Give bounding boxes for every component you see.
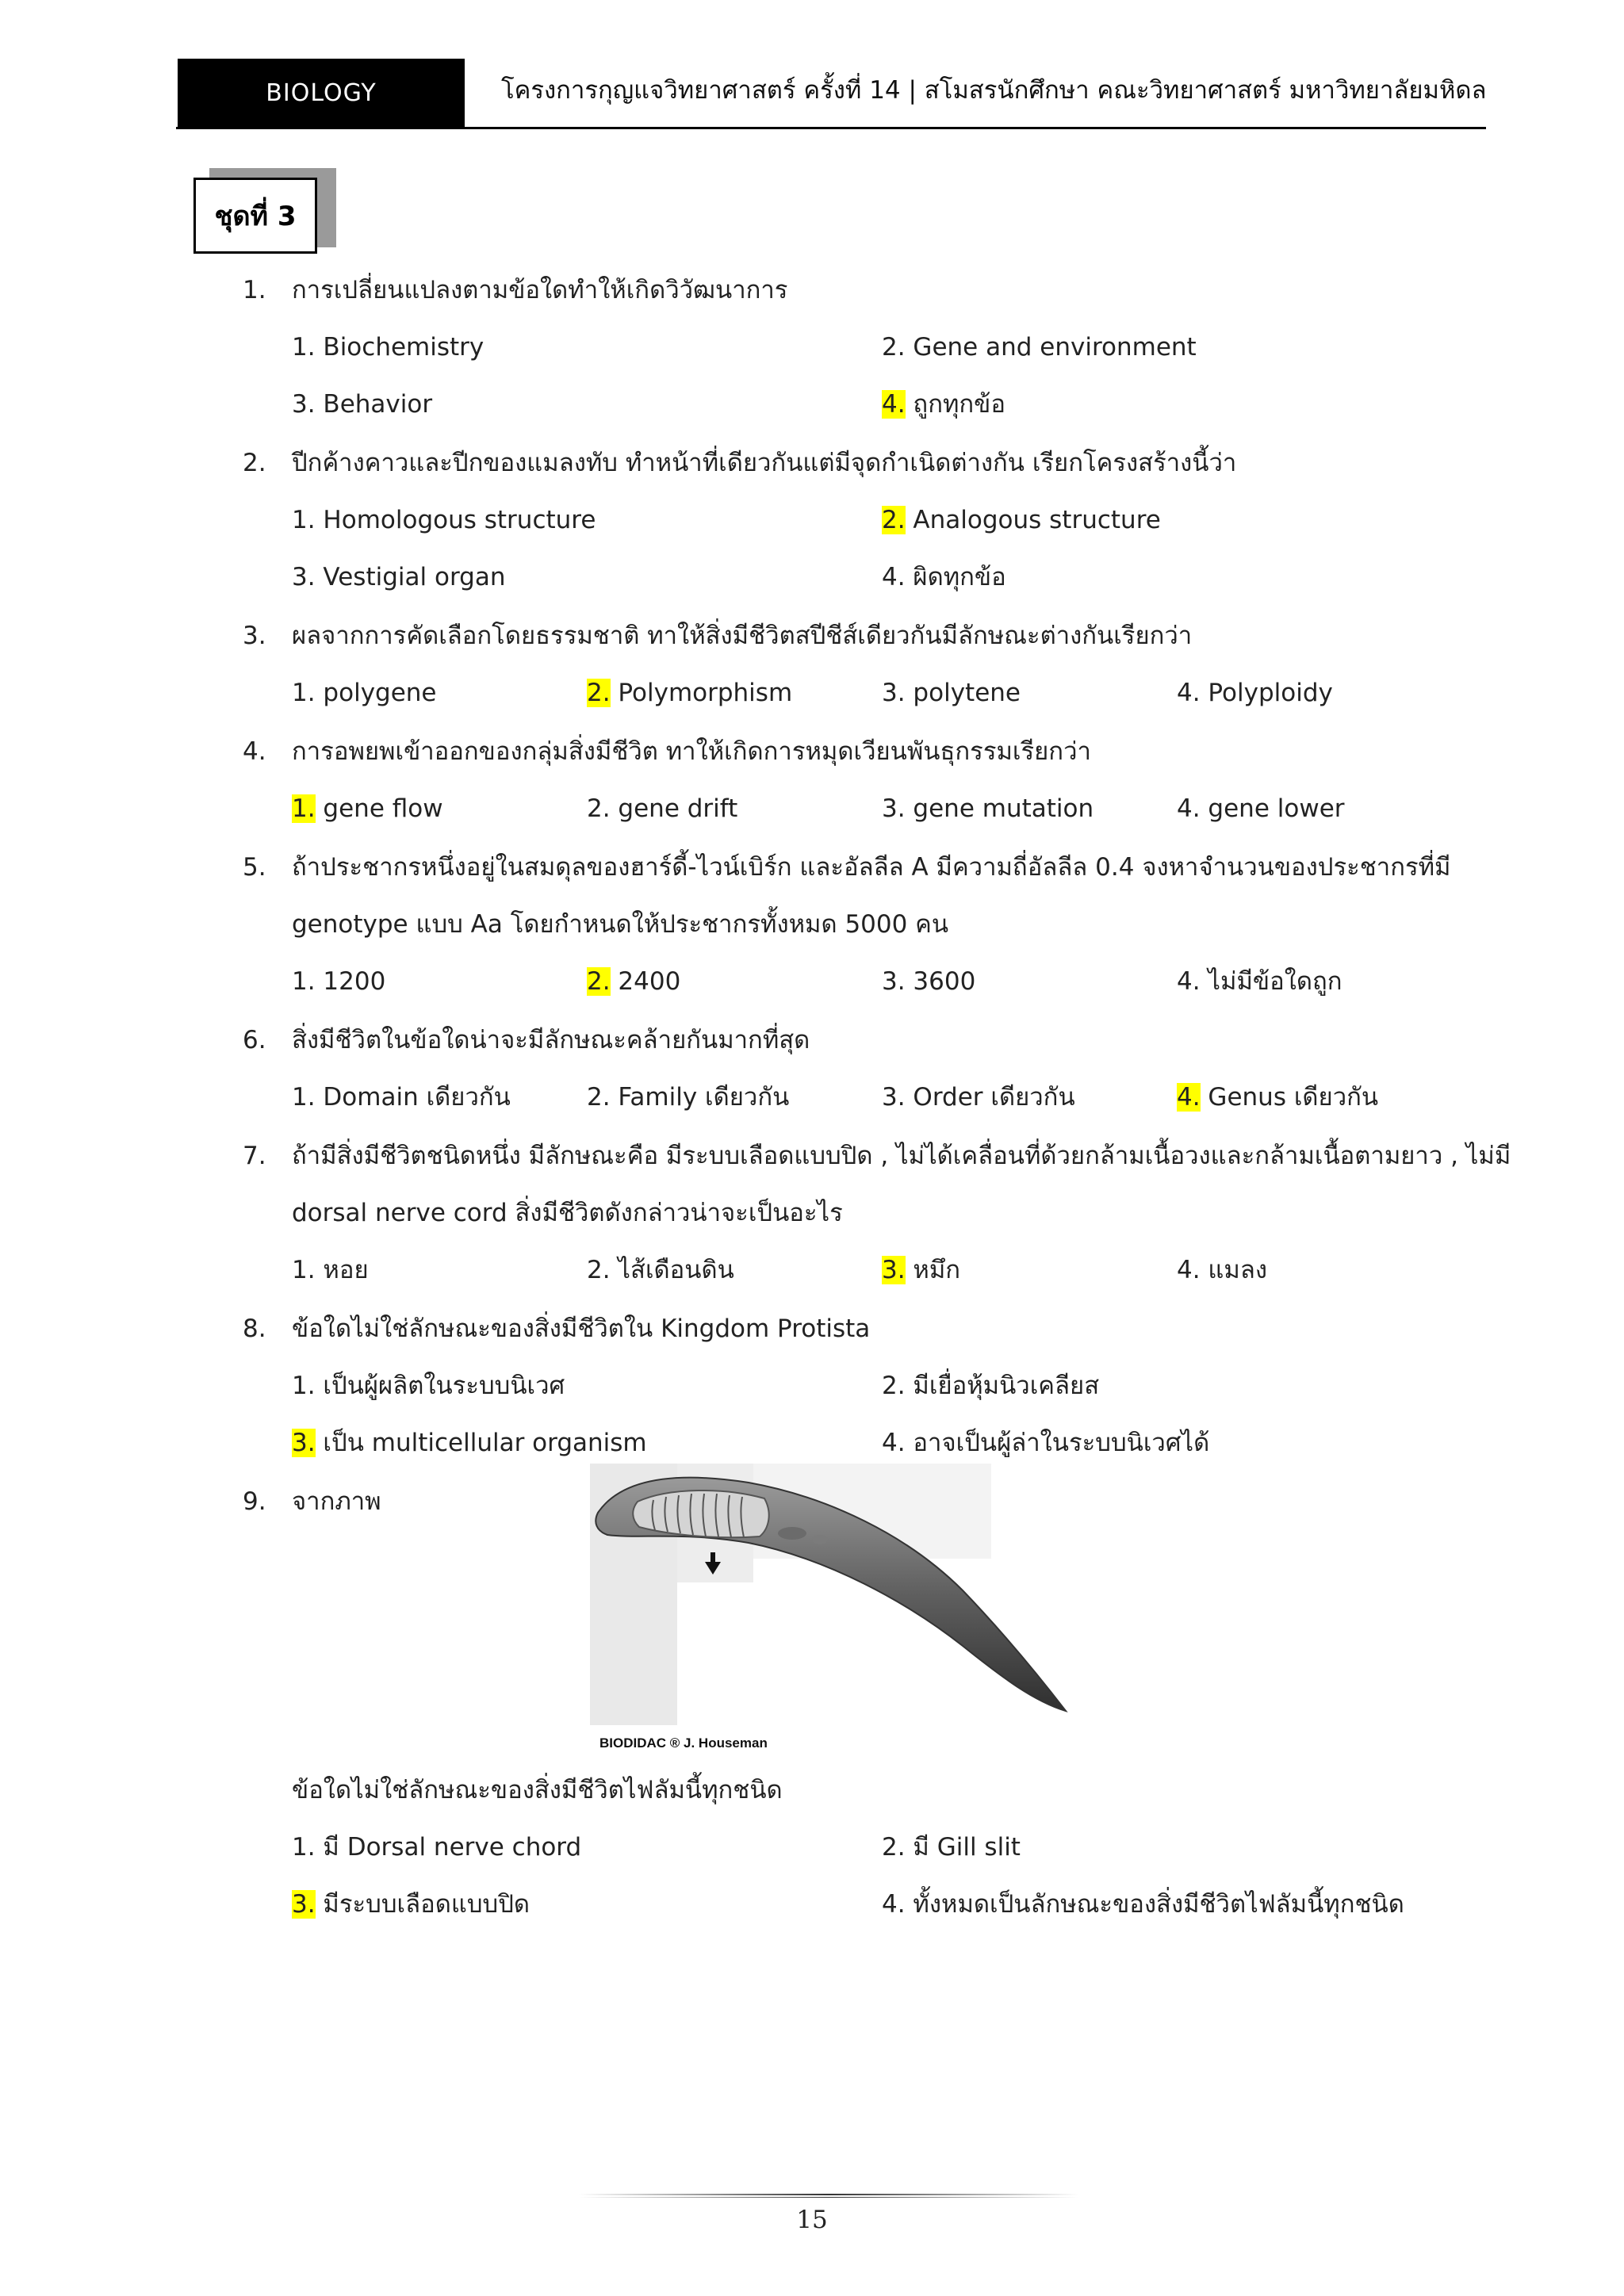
q8-option-4: 4. อาจเป็นผู้ล่าในระบบนิเวศได้ — [882, 1429, 1210, 1457]
question-2-number: 2. — [243, 449, 266, 477]
q1-option-2: 2. Gene and environment — [882, 333, 1197, 362]
q4-option-2: 2. gene drift — [587, 794, 738, 823]
q5-option-4: 4. ไม่มีข้อใดถูก — [1177, 967, 1342, 996]
q5-option-2: 2. 2400 — [587, 967, 681, 996]
set-title: ชุดที่ 3 — [193, 178, 317, 254]
q5-option-3: 3. 3600 — [882, 967, 976, 996]
answer-highlight: 2. — [587, 967, 611, 996]
question-5-number: 5. — [243, 853, 266, 882]
q2-option-3: 3. Vestigial organ — [292, 563, 506, 591]
page-number: 15 — [796, 2206, 828, 2234]
q1-option-4: 4. ถูกทุกข้อ — [882, 390, 1005, 419]
header-organization: โครงการกุญแจวิทยาศาสตร์ ครั้งที่ 14 | สโมสรนักศึกษา คณะวิทยาศาสตร์ มหาวิทยาลัยมหิดล — [501, 76, 1487, 105]
q9-option-4: 4. ทั้งหมดเป็นลักษณะของสิ่งมีชีวิตไฟลัมนี้ทุกชนิด — [882, 1890, 1404, 1919]
q4-option-3: 3. gene mutation — [882, 794, 1094, 823]
q9-option-3: 3. มีระบบเลือดแบบปิด — [292, 1890, 530, 1919]
q3-option-3: 3. polytene — [882, 679, 1021, 707]
question-4-text: การอพยพเข้าออกของกลุ่มสิ่งมีชีวิต ทาให้เกิดการหมุดเวียนพันธุกรรมเรียกว่า — [292, 737, 1091, 766]
q9-option-1: 1. มี Dorsal nerve chord — [292, 1833, 582, 1862]
subject-tab — [178, 59, 465, 127]
question-4-number: 4. — [243, 737, 266, 766]
q7-option-3: 3. หมึก — [882, 1256, 961, 1284]
q3-option-4: 4. Polyploidy — [1177, 679, 1333, 707]
q6-option-2: 2. Family เดียวกัน — [587, 1083, 790, 1112]
q8-option-1: 1. เป็นผู้ผลิตในระบบนิเวศ — [292, 1372, 565, 1400]
answer-highlight: 3. — [292, 1890, 316, 1919]
answer-highlight: 2. — [882, 506, 906, 534]
q2-option-2: 2. Analogous structure — [882, 506, 1161, 534]
header-divider — [176, 127, 1486, 129]
question-1-text: การเปลี่ยนแปลงตามข้อใดทำให้เกิดวิวัฒนาการ — [292, 276, 788, 304]
q2-option-4: 4. ผิดทุกข้อ — [882, 563, 1006, 591]
answer-highlight: 4. — [882, 390, 906, 419]
answer-highlight: 4. — [1177, 1083, 1201, 1112]
q4-option-4: 4. gene lower — [1177, 794, 1345, 823]
q9-option-2: 2. มี Gill slit — [882, 1833, 1021, 1862]
footer-divider — [579, 2193, 1078, 2199]
question-5-text-line2: genotype แบบ Aa โดยกำหนดให้ประชากรทั้งหมด 5000 คน — [292, 910, 949, 939]
q1-option-1: 1. Biochemistry — [292, 333, 485, 362]
q5-option-1: 1. 1200 — [292, 967, 386, 996]
q6-option-1: 1. Domain เดียวกัน — [292, 1083, 511, 1112]
question-7-number: 7. — [243, 1142, 266, 1170]
answer-highlight: 1. — [292, 794, 316, 823]
question-8-number: 8. — [243, 1314, 266, 1343]
question-6-number: 6. — [243, 1026, 266, 1054]
question-7-text: ถ้ามีสิ่งมีชีวิตชนิดหนึ่ง มีลักษณะคือ มีระบบเลือดแบบปิด , ไม่ได้เคลื่อนที่ด้วยกล้ามเนื้อวงและกล้ามเนื้อตามยาว , ไม่มี — [292, 1142, 1511, 1170]
question-9-text: จากภาพ — [292, 1487, 381, 1516]
q3-option-1: 1. polygene — [292, 679, 437, 707]
q8-option-3: 3. เป็น multicellular organism — [292, 1429, 647, 1457]
q8-option-2: 2. มีเยื่อหุ้มนิวเคลียส — [882, 1372, 1100, 1400]
lancelet-figure — [590, 1464, 1071, 1757]
question-3-text: ผลจากการคัดเลือกโดยธรรมชาติ ทาให้สิ่งมีชีวิตสปีชีส์เดียวกันมีลักษณะต่างกันเรียกว่า — [292, 622, 1193, 650]
q1-option-3: 3. Behavior — [292, 390, 433, 419]
question-1-number: 1. — [243, 276, 266, 304]
q6-option-4: 4. Genus เดียวกัน — [1177, 1083, 1379, 1112]
q6-option-3: 3. Order เดียวกัน — [882, 1083, 1075, 1112]
q7-option-4: 4. แมลง — [1177, 1256, 1267, 1284]
answer-highlight: 2. — [587, 679, 611, 707]
answer-highlight: 3. — [292, 1429, 316, 1457]
q4-option-1: 1. gene flow — [292, 794, 443, 823]
question-5-text: ถ้าประชากรหนึ่งอยู่ในสมดุลของฮาร์ดี้-ไวน์เบิร์ก และอัลลีล A มีความถี่อัลลีล 0.4 จงหาจำนวนของประชากรที่มี — [292, 853, 1451, 882]
figure-credit: BIODIDAC ® J. Houseman — [599, 1735, 768, 1751]
question-9-number: 9. — [243, 1487, 266, 1516]
q7-option-2: 2. ไส้เดือนดิน — [587, 1256, 734, 1284]
question-9-subtext: ข้อใดไม่ใช่ลักษณะของสิ่งมีชีวิตไฟลัมนี้ทุกชนิด — [292, 1776, 783, 1804]
question-7-text-line2: dorsal nerve cord สิ่งมีชีวิตดังกล่าวน่าจะเป็นอะไร — [292, 1199, 843, 1227]
subject-label: BIOLOGY — [266, 78, 377, 107]
answer-highlight: 3. — [882, 1256, 906, 1284]
lancelet-illustration — [590, 1464, 1071, 1757]
question-8-text: ข้อใดไม่ใช่ลักษณะของสิ่งมีชีวิตใน Kingdom Protista — [292, 1314, 871, 1343]
q7-option-1: 1. หอย — [292, 1256, 369, 1284]
question-3-number: 3. — [243, 622, 266, 650]
question-2-text: ปีกค้างคาวและปีกของแมลงทับ ทำหน้าที่เดียวกันแต่มีจุดกำเนิดต่างกัน เรียกโครงสร้างนี้ว่า — [292, 449, 1237, 477]
question-6-text: สิ่งมีชีวิตในข้อใดน่าจะมีลักษณะคล้ายกันมากที่สุด — [292, 1026, 810, 1054]
q2-option-1: 1. Homologous structure — [292, 506, 596, 534]
q3-option-2: 2. Polymorphism — [587, 679, 793, 707]
